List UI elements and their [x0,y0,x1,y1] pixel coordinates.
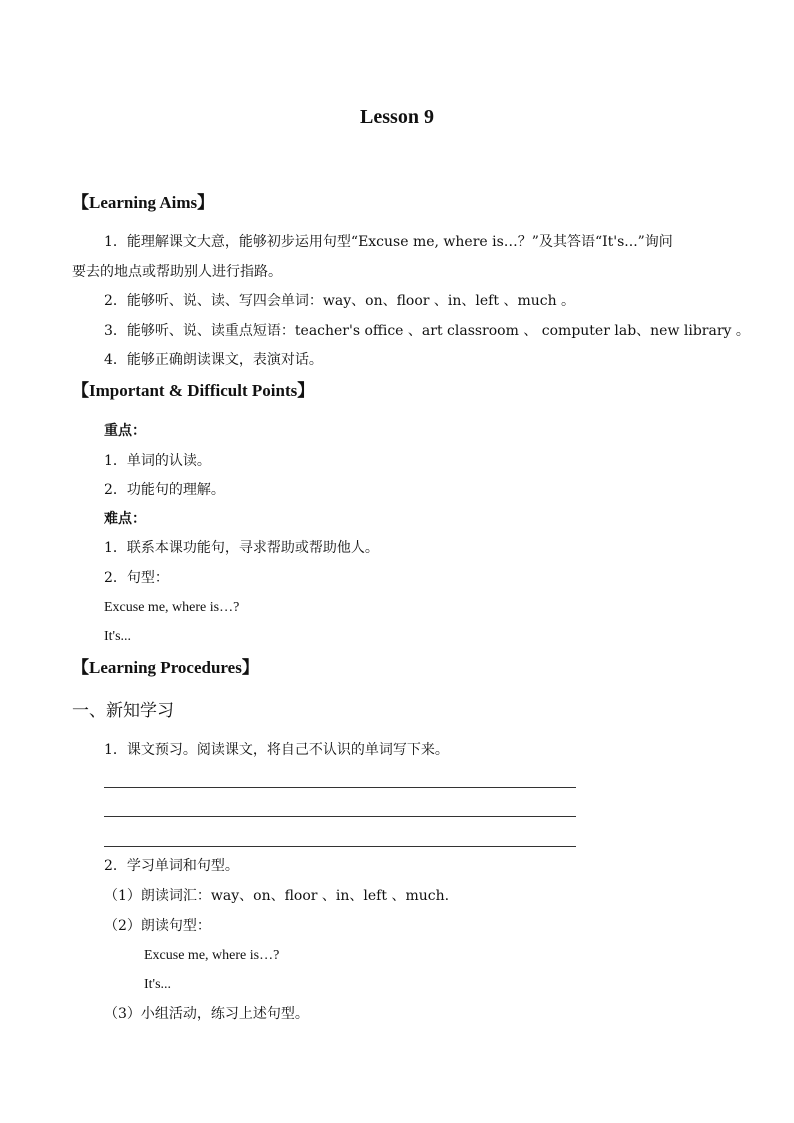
important-points-heading: 【Important & Difficult Points】 [72,381,315,400]
page-title: Lesson 9 [360,106,434,128]
sub-step-1: （1）朗读词汇：way、on、floor 、in、left 、much. [104,888,450,904]
sub-pattern-question: Excuse me, where is…? [144,948,280,963]
aim-item-2: 2．能够听、说、读、写四会单词：way、on、floor 、in、left 、much 。 [104,293,576,309]
answer-line-1[interactable] [104,787,576,788]
step-1: 1．课文预习。阅读课文，将自己不认识的单词写下来。 [104,742,449,758]
sub-step-3: （3）小组活动，练习上述句型。 [104,1006,309,1022]
difficult-points-label: 难点： [104,511,146,527]
aim-item-1-cont: 要去的地点或帮助别人进行指路。 [72,264,282,280]
key-point-1: 1．单词的认读。 [104,453,211,469]
sub-pattern-answer: It's... [144,977,172,992]
pattern-answer: It's... [104,629,132,644]
aim-item-1: 1．能理解课文大意，能够初步运用句型“Excuse me, where is…？”及其答语“It's...”询问 [104,234,673,250]
step-2: 2．学习单词和句型。 [104,858,239,874]
learning-procedures-heading: 【Learning Procedures】 [72,658,259,677]
difficult-point-1: 1．联系本课功能句，寻求帮助或帮助他人。 [104,540,379,556]
learning-aims-heading: 【Learning Aims】 [72,193,215,212]
key-points-label: 重点： [104,423,146,439]
key-point-2: 2．功能句的理解。 [104,482,225,498]
difficult-point-2: 2．句型： [104,570,169,586]
aim-item-3: 3．能够听、说、读重点短语：teacher's office 、art classroom 、 computer lab、new library 。 [104,323,750,339]
aim-item-4: 4．能够正确朗读课文，表演对话。 [104,352,323,368]
sub-step-2: （2）朗读句型： [104,918,211,934]
section-new-learning: 一、新知学习 [72,701,174,721]
answer-line-2[interactable] [104,816,576,817]
pattern-question: Excuse me, where is…? [104,600,240,615]
answer-line-3[interactable] [104,846,576,847]
